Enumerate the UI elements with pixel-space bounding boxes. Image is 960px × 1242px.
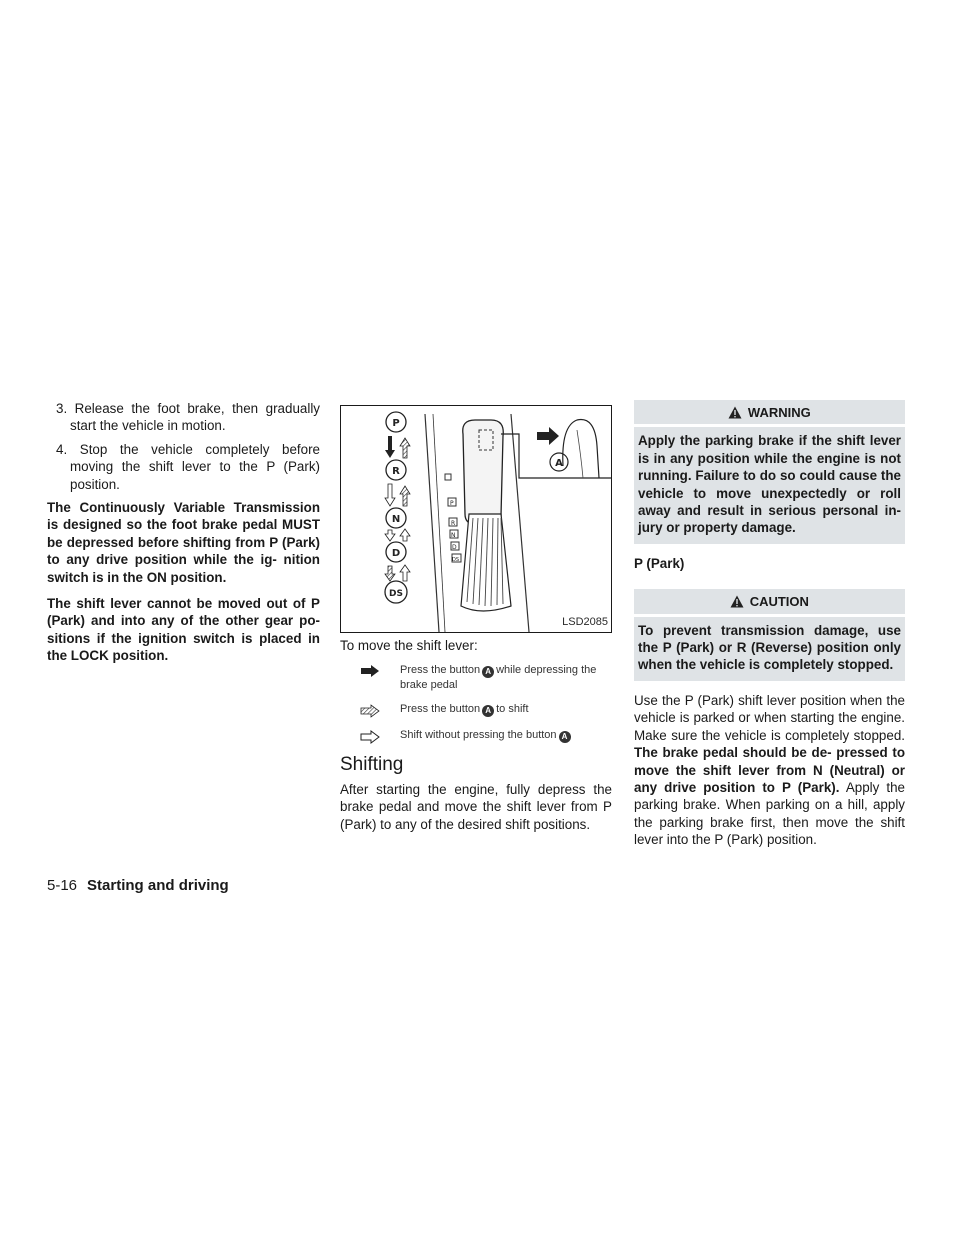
gear-r-label: R (392, 466, 400, 477)
middle-column (340, 400, 612, 842)
legend-text-before: Press the button (400, 664, 481, 677)
caution-box (634, 589, 905, 681)
move-lever-intro: To move the shift lever: (340, 638, 478, 653)
lock-position-paragraph: The shift lever cannot be moved out of P (Park) and into any of the other gear po- sitions if the ignition switch is placed in the LOCK position. (47, 596, 320, 664)
shifting-paragraph: After starting the engine, fully depress the brake pedal and move the shift lever from P (Park) to any of the desired shift positions. (340, 781, 612, 832)
solid-arrow-icon (361, 665, 379, 677)
gear-d-label: D (391, 548, 401, 559)
caution-text: To prevent transmission damage, use the P (Park) or R (Reverse) position only when the vehicle is completely stopped. (638, 622, 901, 673)
legend-text-after: to shift (496, 703, 529, 716)
legend-text-before: Press the button (400, 703, 481, 716)
shift-lever-illustration (341, 406, 611, 632)
button-a-marker: A (559, 731, 571, 743)
hatched-arrow-icon (360, 704, 380, 718)
park-heading: P (Park) (634, 555, 685, 571)
step-3: 3. Release the foot brake, then gradually start the vehicle in motion. (56, 401, 320, 434)
gate-label-d: D (452, 544, 457, 551)
callout-a-label: A (555, 458, 563, 469)
warning-title: WARNING (747, 405, 811, 420)
warning-text: Apply the parking brake if the shift lever is in any position while the engine is not running. Failure to do so could cause the vehicle to move unexpectedly or roll away and result in serious personal in- jury or property damage. (638, 433, 901, 536)
park-text-plain: Use the P (Park) shift lever position when the vehicle is parked or when starting the engine. Make sure the vehicle is completely stopped. (634, 692, 905, 743)
right-column (634, 400, 905, 858)
caution-triangle-icon (730, 595, 744, 608)
figure-code: LSD2085 (562, 615, 608, 628)
warning-triangle-icon (728, 406, 742, 419)
page-number: 5-16 (47, 877, 78, 894)
gear-p-label: P (392, 418, 400, 429)
gate-label-ds: DS (452, 557, 460, 563)
gate-label-r: R (451, 520, 456, 527)
outline-arrow-icon (360, 730, 380, 744)
caution-title: CAUTION (749, 594, 809, 610)
legend-text-before: Shift without pressing the button (400, 729, 557, 742)
gate-label-p: P (450, 500, 454, 507)
warning-box (634, 400, 905, 544)
cvt-brake-paragraph: The Continuously Variable Transmission is designed so the foot brake pedal MUST be depressed before shifting from P (Park) to any drive position while the ig- nition switch is in the ON position. (47, 500, 320, 585)
section-title-shifting: Shifting (340, 754, 404, 776)
park-text-end: Apply the parking brake. When parking on a hill, apply the parking brake first, then move the shift lever into the P (Park) position. (634, 779, 905, 848)
gate-label-n: N (451, 532, 456, 539)
legend-item (340, 728, 612, 744)
button-a-marker: A (482, 705, 494, 717)
chapter-title: Starting and driving (87, 877, 229, 894)
legend-text-after: while depressing the brake pedal (400, 664, 597, 692)
shift-lever-figure (340, 405, 612, 633)
left-column (47, 400, 320, 674)
page-footer (47, 877, 229, 894)
park-text-bold: The brake pedal should be de- pressed to move the shift lever from N (Neutral) or any drive position to P (Park). (634, 745, 905, 795)
gear-n-label: N (391, 514, 401, 525)
legend-item (340, 702, 612, 718)
legend-item (340, 663, 612, 692)
gear-ds-label: DS (389, 589, 403, 599)
arrow-legend (340, 663, 612, 744)
button-a-marker: A (482, 666, 494, 678)
park-paragraph (634, 692, 905, 849)
step-4: 4. Stop the vehicle completely before moving the shift lever to the P (Park) position. (56, 441, 320, 492)
